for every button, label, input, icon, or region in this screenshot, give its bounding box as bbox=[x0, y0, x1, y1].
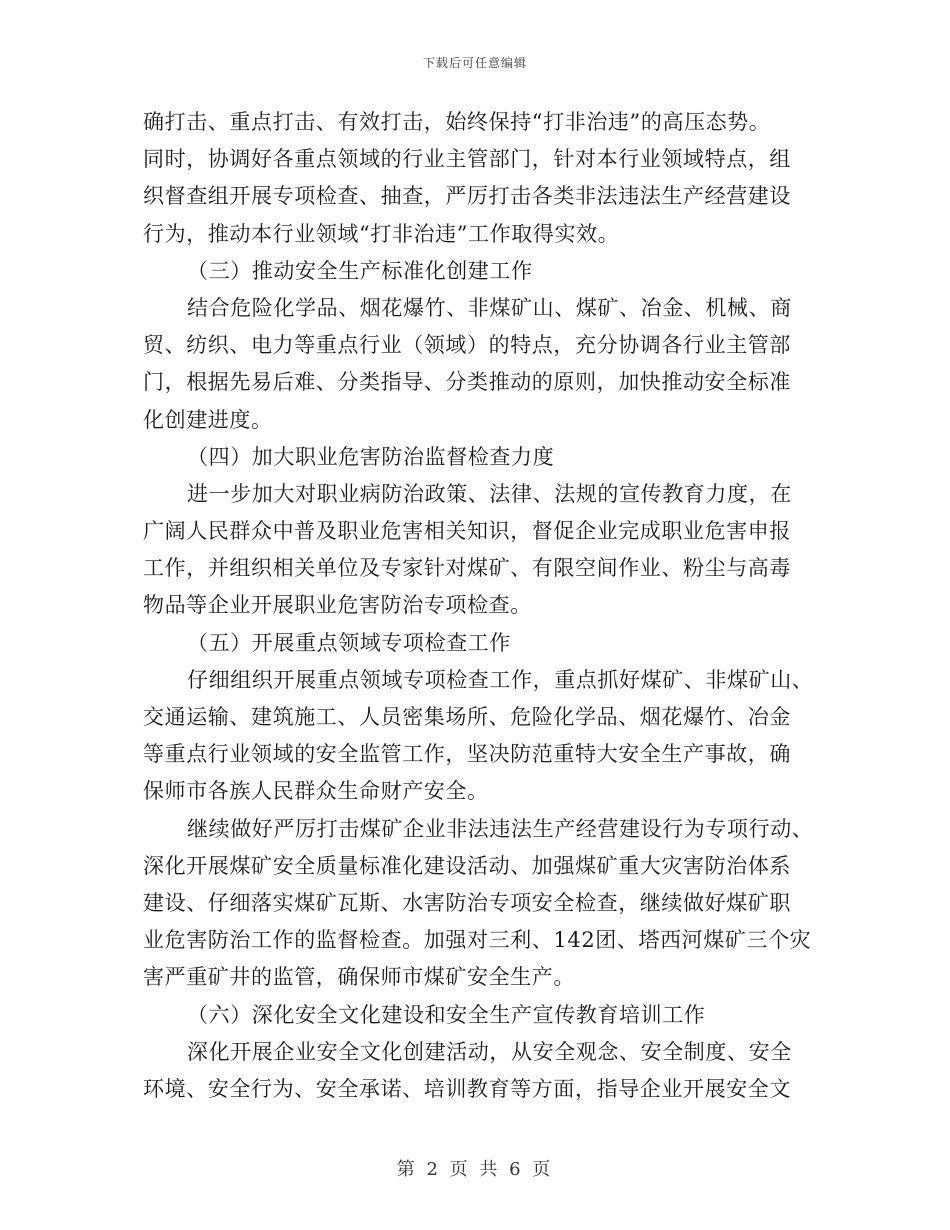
text-line: 确打击、重点打击、有效打击，始终保持“打非治违”的高压态势。 bbox=[143, 110, 771, 134]
text-line: 建设、仔细落实煤矿瓦斯、水害防治专项安全检查，继续做好煤矿职 bbox=[143, 890, 791, 915]
paragraph-first-line: 结合危险化学品、烟花爆竹、非煤矿山、煤矿、冶金、机械、商 bbox=[187, 295, 792, 320]
section-heading: （三）推动安全生产标准化创建工作 bbox=[187, 258, 533, 283]
text-line: 广阔人民群众中普及职业危害相关知识，督促企业完成职业危害申报 bbox=[143, 519, 791, 544]
text-line: 化创建进度。 bbox=[143, 407, 273, 432]
text-line: 工作，并组织相关单位及专家针对煤矿、有限空间作业、粉尘与高毒 bbox=[143, 556, 791, 581]
text-line: 害严重矿井的监管，确保师市煤矿安全生产。 bbox=[143, 965, 575, 990]
text-line: 行为，推动本行业领域“打非治违”工作取得实效。 bbox=[143, 221, 620, 246]
text-line: 物品等企业开展职业危害防治专项检查。 bbox=[143, 593, 532, 618]
paragraph-first-line: 继续做好严厉打击煤矿企业非法违法生产经营建设行为专项行动、 bbox=[187, 816, 814, 841]
paragraph-first-line: 仔细组织开展重点领域专项检查工作，重点抓好煤矿、非煤矿山、 bbox=[187, 667, 814, 692]
page-footer: 第 2 页 共 6 页 bbox=[396, 1159, 554, 1180]
section-heading: （四）加大职业危害防治监督检查力度 bbox=[187, 444, 555, 469]
text-line: 同时，协调好各重点领域的行业主管部门，针对本行业领域特点，组 bbox=[143, 147, 791, 172]
paragraph-first-line: 深化开展企业安全文化创建活动，从安全观念、安全制度、安全 bbox=[187, 1039, 792, 1064]
text-line: 业危害防治工作的监督检查。加强对三利、142团、塔西河煤矿三个灾 bbox=[143, 928, 812, 953]
text-line: 环境、安全行为、安全承诺、培训教育等方面，指导企业开展安全文 bbox=[143, 1076, 791, 1101]
text-line: 门，根据先易后难、分类指导、分类推动的原则，加快推动安全标准 bbox=[143, 370, 791, 395]
section-heading: （六）深化安全文化建设和安全生产宣传教育培训工作 bbox=[187, 1002, 706, 1027]
text-line: 保师市各族人民群众生命财产安全。 bbox=[143, 779, 489, 804]
text-line: 贸、纺织、电力等重点行业（领域）的特点，充分协调各行业主管部 bbox=[143, 333, 791, 358]
section-heading: （五）开展重点领域专项检查工作 bbox=[187, 630, 511, 655]
paragraph-first-line: 进一步加大对职业病防治政策、法律、法规的宣传教育力度，在 bbox=[187, 481, 792, 506]
text-line: 交通运输、建筑施工、人员密集场所、危险化学品、烟花爆竹、冶金 bbox=[143, 705, 791, 729]
page-header: 下载后可任意编辑 bbox=[422, 56, 527, 70]
text-line: 织督查组开展专项检查、抽查，严厉打击各类非法违法生产经营建设 bbox=[143, 184, 791, 209]
text-line: 深化开展煤矿安全质量标准化建设活动、加强煤矿重大灾害防治体系 bbox=[143, 853, 791, 878]
document-body bbox=[143, 104, 813, 1108]
text-line: 等重点行业领域的安全监管工作，坚决防范重特大安全生产事故，确 bbox=[143, 742, 791, 767]
